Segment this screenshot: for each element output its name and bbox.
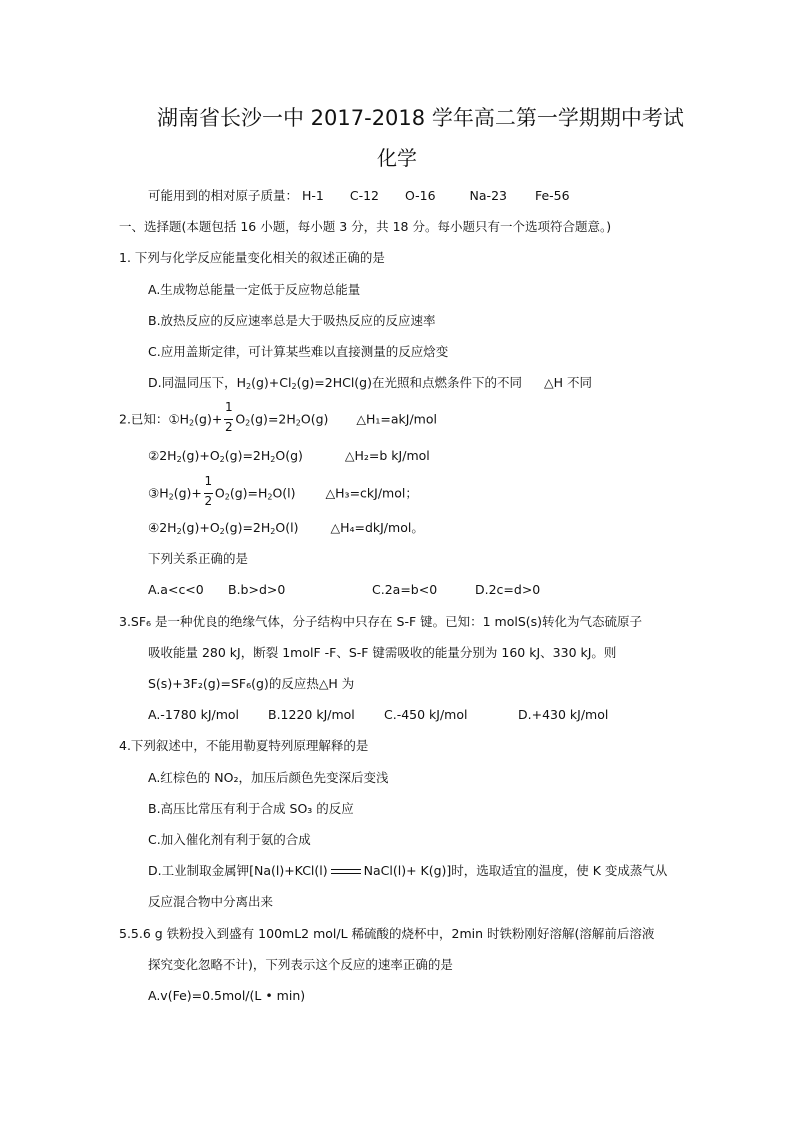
atomic-mass-item: Fe-56	[534, 188, 570, 203]
question-2-option-d: D.2c=d>0	[475, 582, 541, 597]
question-1-option-c: C.应用盖斯定律，可计算某些难以直接测量的反应焓变	[148, 344, 449, 359]
question-2-eq4: $④2H_2(g)+O_2(g)=2H_2O(l)$ △H₄=dkJ/mol。	[148, 520, 424, 536]
question-4-option-d-cont: 反应混合物中分离出来	[148, 894, 274, 909]
fraction-half: $\frac{1}{2}$	[204, 474, 213, 508]
question-3-option-a: A.-1780 kJ/mol	[148, 707, 240, 722]
section-heading: 一、选择题(本题包括 16 小题，每小题 3 分，共 18 分。每小题只有一个选项符合题意。)	[119, 219, 612, 234]
question-1-stem: 1. 下列与化学反应能量变化相关的叙述正确的是	[119, 250, 385, 265]
atomic-mass-item: Na-23	[469, 188, 507, 203]
equilibrium-arrow-icon	[331, 868, 361, 876]
page-title: 湖南省长沙一中 2017-2018 学年高二第一学期期中考试	[157, 106, 684, 130]
subject-title: 化学	[377, 146, 417, 170]
atomic-mass-item: H-1	[302, 188, 324, 203]
question-5-line2: 探究变化忽略不计)，下列表示这个反应的速率正确的是	[148, 957, 453, 972]
question-4-option-d: D.工业制取金属钾[Na(l)+KCl(l) NaCl(l)+ K(g)]时，选取适宜的温度，使 K 变成蒸气从	[148, 863, 668, 878]
question-1-option-a: A.生成物总能量一定低于反应物总能量	[148, 282, 361, 297]
question-3-line1: 3.SF₆ 是一种优良的绝缘气体，分子结构中只存在 S-F 键。已知：1 molS(s)转化为气态硫原子	[119, 614, 643, 629]
question-2-option-b: B.b>d>0	[228, 582, 286, 597]
question-5-option-a: A.v(Fe)=0.5mol/(L • min)	[148, 988, 306, 1003]
question-2-eq3: $③H_2(g)+$ $\frac{1}{2}$ $O_2(g)=H_2O(l)$ △H₃=ckJ/mol；	[148, 474, 418, 508]
question-3-line3: S(s)+3F₂(g)=SF₆(g)的反应热△H 为	[148, 676, 355, 691]
question-2-option-a: A.a<c<0	[148, 582, 204, 597]
question-1-option-d: D.同温同压下，$H_2(g)+Cl_2(g)=2HCl(g)$在光照和点燃条件下的不同 △H 不同	[148, 375, 592, 391]
atomic-mass-line	[148, 190, 570, 203]
question-3-option-d: D.+430 kJ/mol	[518, 707, 609, 722]
question-3-option-c: C.-450 kJ/mol	[384, 707, 468, 722]
atomic-mass-item: O-16	[404, 188, 436, 203]
question-4-option-b: B.高压比常压有利于合成 SO₃ 的反应	[148, 801, 354, 816]
atomic-mass-label: 可能用到的相对原子质量：	[148, 188, 299, 203]
question-2-eq2: $②2H_2(g)+O_2(g)=2H_2O(g)$ △H₂=b kJ/mol	[148, 448, 430, 464]
question-4-option-c: C.加入催化剂有利于氨的合成	[148, 832, 311, 847]
question-3-option-b: B.1220 kJ/mol	[268, 707, 355, 722]
question-1-option-b: B.放热反应的反应速率总是大于吸热反应的反应速率	[148, 313, 436, 328]
question-5-line1: 5.5.6 g 铁粉投入到盛有 100mL2 mol/L 稀硫酸的烧杯中，2min 时铁粉刚好溶解(溶解前后溶液	[119, 926, 655, 941]
question-2-ask: 下列关系正确的是	[148, 551, 249, 566]
question-2-option-c: C.2a=b<0	[372, 582, 438, 597]
question-3-line2: 吸收能量 280 kJ，断裂 1molF -F、S-F 键需吸收的能量分别为 160 kJ、330 kJ。则	[148, 645, 617, 660]
question-2-eq1: 2.已知：$①H_2(g)+$ $\frac{1}{2}$ $O_2(g)=2H_2O(g)$ △H₁=akJ/mol	[119, 400, 437, 434]
question-4-stem: 4.下列叙述中，不能用勒夏特列原理解释的是	[119, 738, 369, 753]
fraction-half: $\frac{1}{2}$	[224, 400, 233, 434]
atomic-mass-item: C-12	[349, 188, 379, 203]
question-4-option-a: A.红棕色的 NO₂，加压后颜色先变深后变浅	[148, 770, 389, 785]
